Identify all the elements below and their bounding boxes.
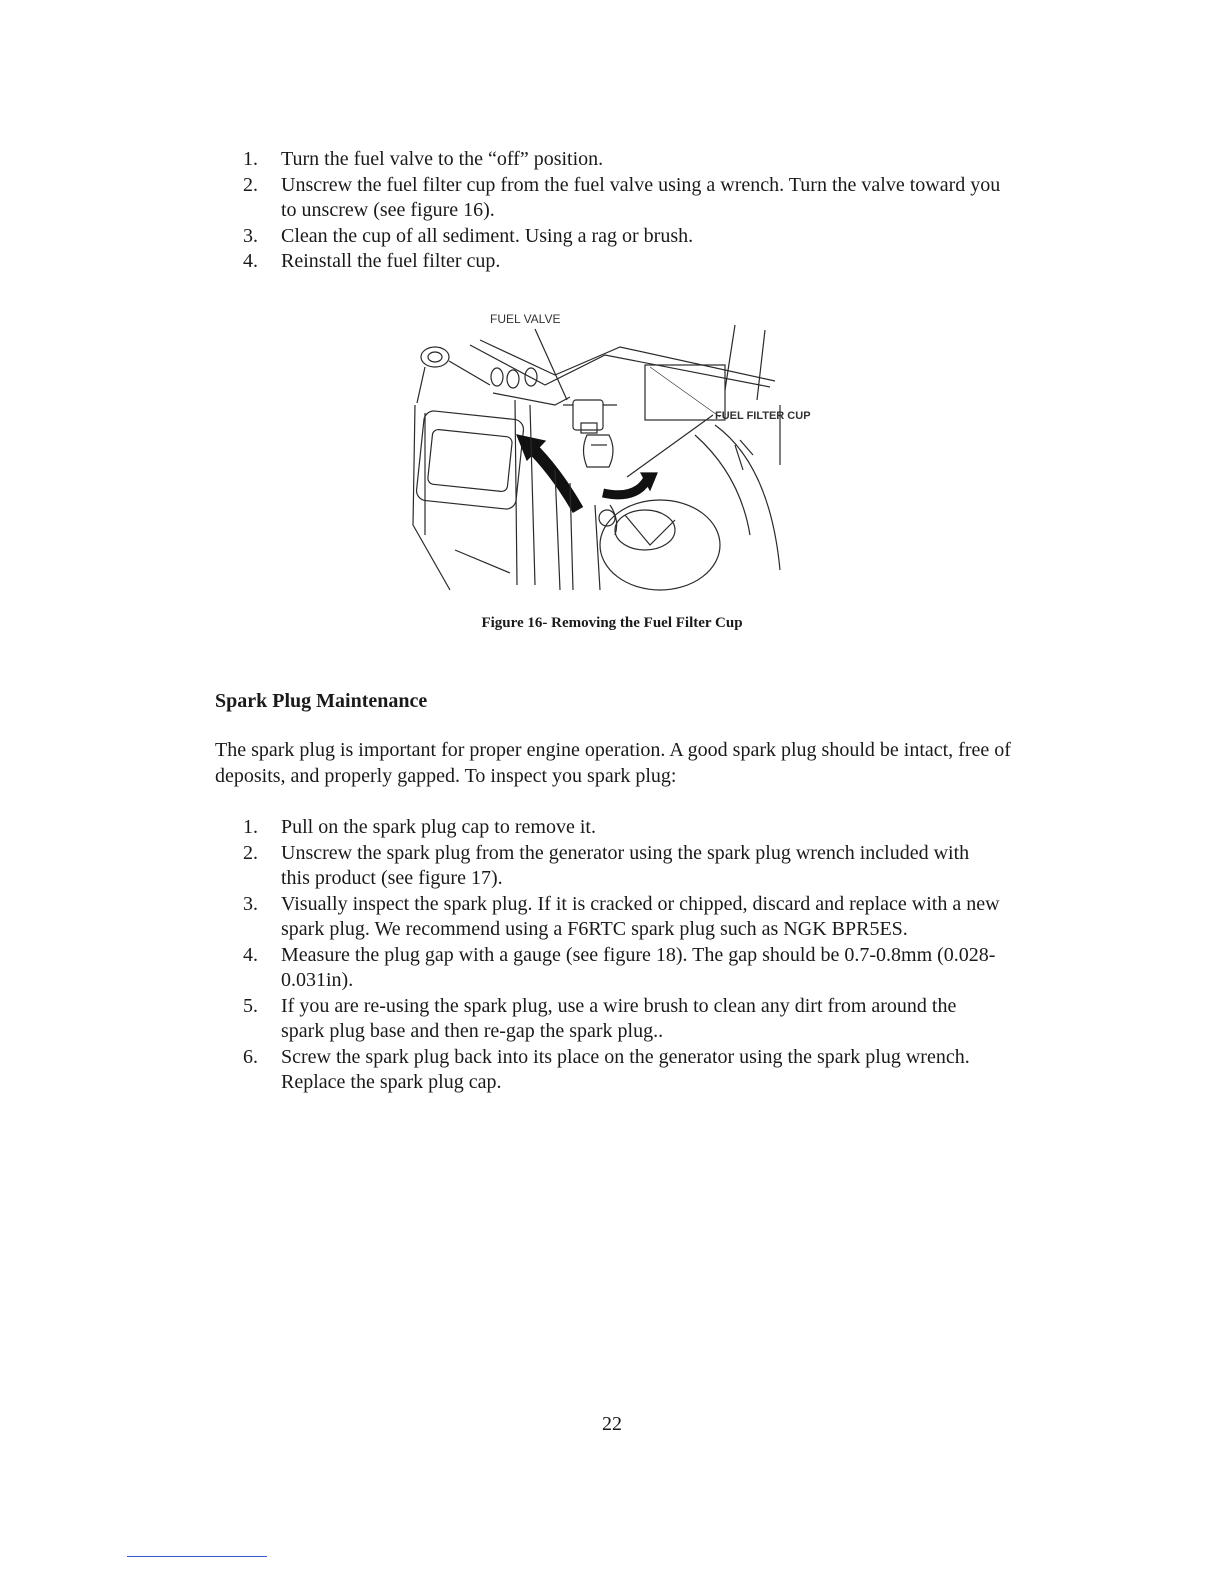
list-item [243, 224, 1003, 250]
generator-body-panel [416, 410, 525, 510]
list-item [243, 1045, 1003, 1096]
step-text: Visually inspect the spark plug. If it is cracked or chipped, discard and replace with a new spark plug. We recommend using a F6RTC spark plug such as NGK BPR5ES. [281, 892, 1000, 940]
list-item [243, 815, 1003, 841]
list-item [243, 841, 1003, 892]
step-number: 4. [243, 250, 258, 272]
section-heading: Spark Plug Maintenance [215, 690, 428, 712]
list-item [243, 994, 1003, 1045]
spark-plug-steps-list [243, 815, 1003, 1096]
fuel-filter-cup-illustration [395, 305, 845, 595]
list-item [243, 249, 1003, 275]
list-item [243, 173, 1003, 224]
step-text: Unscrew the fuel filter cup from the fuel valve using a wrench. Turn the valve toward you to unscrew (see figure 16). [281, 173, 1001, 221]
step-number: 3. [243, 224, 258, 247]
step-text: If you are re-using the spark plug, use a wire brush to clean any dirt from around the spark plug base and then re-gap the spark plug.. [281, 994, 957, 1042]
section-intro-paragraph: The spark plug is important for proper engine operation. A good spark plug should be intact, free of deposits, and properly gapped. To inspect you spark plug: [215, 739, 1011, 787]
fuel-cap-icon [421, 347, 449, 367]
fuel-filter-cup [584, 435, 614, 467]
footnote-divider [127, 1556, 267, 1557]
fuel-valve-leader-line [535, 329, 567, 400]
list-item [243, 147, 1003, 173]
step-text: Clean the cup of all sediment. Using a rag or brush. [281, 224, 694, 247]
step-number: 4. [243, 943, 258, 966]
step-text: Unscrew the spark plug from the generator using the spark plug wrench included with this product (see figure 17). [281, 841, 970, 889]
step-number: 1. [243, 816, 258, 838]
step-number: 5. [243, 994, 258, 1017]
step-text: Measure the plug gap with a gauge (see figure 18). The gap should be 0.7-0.8mm (0.028-0.031in). [281, 943, 996, 991]
figure-caption: Figure 16- Removing the Fuel Filter Cup [481, 615, 743, 631]
step-number: 1. [243, 148, 258, 170]
fuel-valve-label: FUEL VALVE [490, 312, 561, 326]
step-number: 2. [243, 841, 258, 864]
fuel-filter-cup-label: FUEL FILTER CUP [715, 410, 811, 422]
filter-cup-leader-line [627, 415, 713, 477]
list-item [243, 943, 1003, 994]
step-number: 3. [243, 892, 258, 915]
step-text: Pull on the spark plug cap to remove it. [281, 816, 596, 838]
step-number: 6. [243, 1045, 258, 1068]
step-number: 2. [243, 173, 258, 196]
step-text: Screw the spark plug back into its place on the generator using the spark plug wrench. Replace the spark plug cap. [281, 1045, 970, 1093]
list-item [243, 892, 1003, 943]
engine-housing [600, 500, 720, 590]
fuel-filter-steps-list [243, 147, 1003, 275]
fuel-valve-body [573, 400, 603, 430]
turn-arrow-right-icon [603, 480, 647, 495]
page-number: 22 [602, 1413, 622, 1435]
step-text: Turn the fuel valve to the “off” position. [281, 148, 604, 170]
step-text: Reinstall the fuel filter cup. [281, 250, 501, 272]
